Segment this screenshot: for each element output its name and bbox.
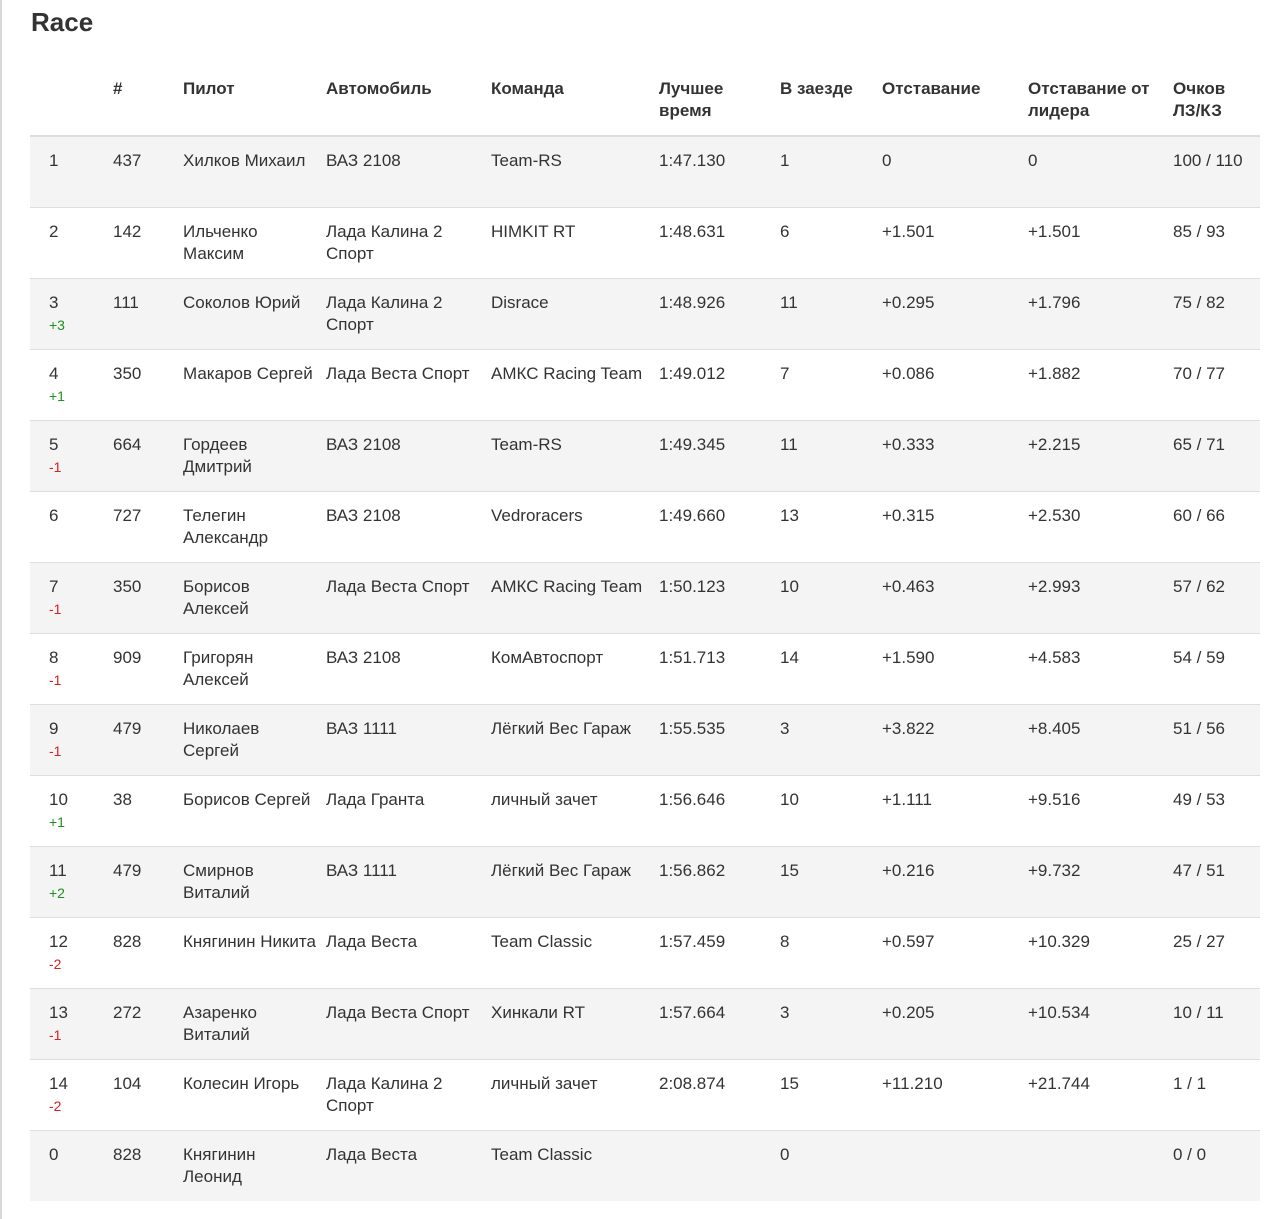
cell-car: Лада Калина 2 Спорт (326, 208, 491, 279)
cell-points: 70 / 77 (1173, 350, 1260, 421)
cell-team: Team Classic (491, 918, 659, 989)
cell-number: 437 (113, 136, 183, 208)
position-change-badge: +3 (49, 317, 65, 333)
cell-points: 54 / 59 (1173, 634, 1260, 705)
cell-gap-leader: +1.882 (1028, 350, 1173, 421)
position-value: 7 (49, 577, 59, 596)
cell-position (30, 776, 113, 847)
position-change-badge: -1 (49, 459, 62, 475)
cell-best-time: 1:49.660 (659, 492, 780, 563)
cell-position (30, 208, 113, 279)
cell-pilot: Ильченко Максим (183, 208, 326, 279)
cell-points: 57 / 62 (1173, 563, 1260, 634)
header-team[interactable]: Команда (491, 66, 659, 136)
cell-pilot: Николаев Сергей (183, 705, 326, 776)
cell-pilot: Макаров Сергей (183, 350, 326, 421)
cell-points: 49 / 53 (1173, 776, 1260, 847)
cell-best-time: 1:56.646 (659, 776, 780, 847)
cell-best-time: 1:51.713 (659, 634, 780, 705)
table-row[interactable] (30, 847, 1260, 918)
cell-team: Team-RS (491, 421, 659, 492)
position-value: 0 (49, 1145, 59, 1164)
cell-position (30, 1131, 113, 1202)
cell-lap: 10 (780, 776, 882, 847)
cell-gap: +0.216 (882, 847, 1028, 918)
table-row[interactable] (30, 208, 1260, 279)
position-change-badge: +1 (49, 388, 65, 404)
cell-number: 350 (113, 350, 183, 421)
table-row[interactable] (30, 421, 1260, 492)
cell-best-time: 1:57.459 (659, 918, 780, 989)
cell-lap: 8 (780, 918, 882, 989)
cell-lap: 3 (780, 989, 882, 1060)
table-header (30, 66, 1260, 136)
cell-pilot: Смирнов Виталий (183, 847, 326, 918)
cell-gap-leader: +1.501 (1028, 208, 1173, 279)
cell-gap: +0.597 (882, 918, 1028, 989)
cell-number: 111 (113, 279, 183, 350)
cell-car: ВАЗ 2108 (326, 492, 491, 563)
position-change-badge: -2 (49, 1098, 62, 1114)
cell-points: 75 / 82 (1173, 279, 1260, 350)
cell-car: ВАЗ 2108 (326, 136, 491, 208)
cell-position (30, 279, 113, 350)
cell-points: 25 / 27 (1173, 918, 1260, 989)
cell-car: ВАЗ 1111 (326, 847, 491, 918)
cell-best-time: 1:57.664 (659, 989, 780, 1060)
position-change-badge: -2 (49, 956, 62, 972)
header-points[interactable]: Очков ЛЗ/КЗ (1173, 66, 1260, 136)
cell-lap: 10 (780, 563, 882, 634)
cell-position (30, 1060, 113, 1131)
cell-position (30, 563, 113, 634)
cell-position (30, 350, 113, 421)
cell-gap: +11.210 (882, 1060, 1028, 1131)
cell-gap-leader: +10.534 (1028, 989, 1173, 1060)
table-row[interactable] (30, 350, 1260, 421)
position-value: 9 (49, 719, 59, 738)
cell-best-time: 2:08.874 (659, 1060, 780, 1131)
table-row[interactable] (30, 563, 1260, 634)
cell-lap: 11 (780, 279, 882, 350)
cell-points: 51 / 56 (1173, 705, 1260, 776)
cell-team: Хинкали RT (491, 989, 659, 1060)
cell-car: Лада Веста Спорт (326, 989, 491, 1060)
cell-lap: 7 (780, 350, 882, 421)
page-left-border (0, 0, 2, 1219)
cell-points: 47 / 51 (1173, 847, 1260, 918)
cell-gap: +1.111 (882, 776, 1028, 847)
position-value: 12 (49, 932, 68, 951)
header-car[interactable]: Автомобиль (326, 66, 491, 136)
cell-team: Disrace (491, 279, 659, 350)
position-value: 4 (49, 364, 59, 383)
position-change-badge: +1 (49, 814, 65, 830)
cell-best-time: 1:49.012 (659, 350, 780, 421)
cell-number: 479 (113, 847, 183, 918)
cell-position (30, 989, 113, 1060)
cell-team: АМКС Racing Team (491, 563, 659, 634)
cell-gap: +0.086 (882, 350, 1028, 421)
table-row[interactable] (30, 989, 1260, 1060)
cell-pilot: Хилков Михаил (183, 136, 326, 208)
cell-number: 479 (113, 705, 183, 776)
cell-gap: +0.205 (882, 989, 1028, 1060)
cell-team: КомАвтоспорт (491, 634, 659, 705)
table-row[interactable] (30, 634, 1260, 705)
cell-gap-leader: +10.329 (1028, 918, 1173, 989)
cell-lap: 11 (780, 421, 882, 492)
position-change-badge: -1 (49, 601, 62, 617)
cell-points: 100 / 110 (1173, 136, 1260, 208)
header-best-time[interactable]: Лучшее время (659, 66, 780, 136)
cell-car: ВАЗ 2108 (326, 634, 491, 705)
cell-best-time: 1:55.535 (659, 705, 780, 776)
cell-gap: +3.822 (882, 705, 1028, 776)
cell-team: АМКС Racing Team (491, 350, 659, 421)
table-row[interactable] (30, 1131, 1260, 1202)
cell-pilot: Княгинин Никита (183, 918, 326, 989)
cell-team: Team Classic (491, 1131, 659, 1202)
cell-pilot: Соколов Юрий (183, 279, 326, 350)
cell-gap: +1.501 (882, 208, 1028, 279)
cell-gap: 0 (882, 136, 1028, 208)
position-change-badge: -1 (49, 743, 62, 759)
cell-gap-leader (1028, 1131, 1173, 1202)
page-title: Race (31, 7, 94, 37)
cell-car: Лада Веста Спорт (326, 350, 491, 421)
position-value: 5 (49, 435, 59, 454)
cell-gap-leader: +2.530 (1028, 492, 1173, 563)
table-row[interactable] (30, 705, 1260, 776)
cell-number: 272 (113, 989, 183, 1060)
cell-team: HIMKIT RT (491, 208, 659, 279)
header-gap[interactable]: Отставание (882, 66, 1028, 136)
cell-car: Лада Веста (326, 918, 491, 989)
cell-best-time: 1:48.631 (659, 208, 780, 279)
cell-gap: +0.295 (882, 279, 1028, 350)
cell-lap: 15 (780, 847, 882, 918)
cell-lap: 15 (780, 1060, 882, 1131)
cell-best-time: 1:50.123 (659, 563, 780, 634)
cell-best-time: 1:47.130 (659, 136, 780, 208)
cell-car: Лада Веста Спорт (326, 563, 491, 634)
cell-team: личный зачет (491, 776, 659, 847)
table-row[interactable] (30, 136, 1260, 208)
cell-best-time: 1:48.926 (659, 279, 780, 350)
position-value: 10 (49, 790, 68, 809)
cell-best-time: 1:49.345 (659, 421, 780, 492)
position-change-badge: -1 (49, 1027, 62, 1043)
cell-position (30, 492, 113, 563)
cell-number: 727 (113, 492, 183, 563)
cell-number: 38 (113, 776, 183, 847)
cell-pilot: Княгинин Леонид (183, 1131, 326, 1202)
table-row[interactable] (30, 776, 1260, 847)
cell-number: 828 (113, 918, 183, 989)
position-change-badge: -1 (49, 672, 62, 688)
cell-gap: +1.590 (882, 634, 1028, 705)
cell-team: личный зачет (491, 1060, 659, 1131)
position-value: 13 (49, 1003, 68, 1022)
cell-car: Лада Калина 2 Спорт (326, 279, 491, 350)
cell-gap (882, 1131, 1028, 1202)
cell-position (30, 634, 113, 705)
cell-gap-leader: +4.583 (1028, 634, 1173, 705)
cell-points: 65 / 71 (1173, 421, 1260, 492)
cell-gap-leader: +1.796 (1028, 279, 1173, 350)
table-row[interactable] (30, 279, 1260, 350)
cell-gap-leader: +8.405 (1028, 705, 1173, 776)
cell-number: 350 (113, 563, 183, 634)
cell-pilot: Колесин Игорь (183, 1060, 326, 1131)
cell-pilot: Григорян Алексей (183, 634, 326, 705)
header-number[interactable]: # (113, 66, 183, 136)
cell-car: ВАЗ 1111 (326, 705, 491, 776)
cell-pilot: Борисов Алексей (183, 563, 326, 634)
cell-team: Vedroracers (491, 492, 659, 563)
cell-gap: +0.463 (882, 563, 1028, 634)
cell-gap: +0.315 (882, 492, 1028, 563)
position-value: 1 (49, 151, 59, 170)
table-row[interactable] (30, 1060, 1260, 1131)
header-pilot[interactable]: Пилот (183, 66, 326, 136)
cell-position (30, 847, 113, 918)
cell-gap-leader: +2.215 (1028, 421, 1173, 492)
cell-car: Лада Калина 2 Спорт (326, 1060, 491, 1131)
cell-gap-leader: +2.993 (1028, 563, 1173, 634)
cell-gap-leader: 0 (1028, 136, 1173, 208)
cell-team: Лёгкий Вес Гараж (491, 705, 659, 776)
cell-car: ВАЗ 2108 (326, 421, 491, 492)
cell-gap: +0.333 (882, 421, 1028, 492)
cell-points: 1 / 1 (1173, 1060, 1260, 1131)
cell-lap: 3 (780, 705, 882, 776)
position-value: 2 (49, 222, 59, 241)
position-change-badge: +2 (49, 885, 65, 901)
cell-car: Лада Веста (326, 1131, 491, 1202)
position-value: 14 (49, 1074, 68, 1093)
cell-pilot: Борисов Сергей (183, 776, 326, 847)
cell-gap-leader: +9.516 (1028, 776, 1173, 847)
cell-number: 142 (113, 208, 183, 279)
cell-points: 0 / 0 (1173, 1131, 1260, 1202)
cell-best-time (659, 1131, 780, 1202)
cell-lap: 13 (780, 492, 882, 563)
cell-position (30, 421, 113, 492)
header-row (30, 66, 1260, 136)
position-value: 8 (49, 648, 59, 667)
position-value: 3 (49, 293, 59, 312)
cell-lap: 1 (780, 136, 882, 208)
cell-points: 10 / 11 (1173, 989, 1260, 1060)
cell-lap: 6 (780, 208, 882, 279)
cell-number: 104 (113, 1060, 183, 1131)
cell-number: 828 (113, 1131, 183, 1202)
cell-lap: 14 (780, 634, 882, 705)
position-value: 11 (49, 861, 67, 880)
table-row[interactable] (30, 918, 1260, 989)
cell-gap-leader: +21.744 (1028, 1060, 1173, 1131)
header-position[interactable] (30, 66, 113, 136)
cell-lap: 0 (780, 1131, 882, 1202)
header-lap[interactable]: В заезде (780, 66, 882, 136)
cell-position (30, 918, 113, 989)
header-gap-leader[interactable]: Отставание от лидера (1028, 66, 1173, 136)
race-results-table (30, 66, 1260, 1201)
table-body (30, 136, 1260, 1201)
cell-best-time: 1:56.862 (659, 847, 780, 918)
cell-number: 664 (113, 421, 183, 492)
cell-gap-leader: +9.732 (1028, 847, 1173, 918)
cell-points: 85 / 93 (1173, 208, 1260, 279)
cell-pilot: Гордеев Дмитрий (183, 421, 326, 492)
cell-team: Team-RS (491, 136, 659, 208)
cell-pilot: Телегин Александр (183, 492, 326, 563)
cell-number: 909 (113, 634, 183, 705)
cell-pilot: Азаренко Виталий (183, 989, 326, 1060)
cell-position (30, 136, 113, 208)
cell-position (30, 705, 113, 776)
cell-points: 60 / 66 (1173, 492, 1260, 563)
table-row[interactable] (30, 492, 1260, 563)
cell-car: Лада Гранта (326, 776, 491, 847)
cell-team: Лёгкий Вес Гараж (491, 847, 659, 918)
position-value: 6 (49, 506, 59, 525)
